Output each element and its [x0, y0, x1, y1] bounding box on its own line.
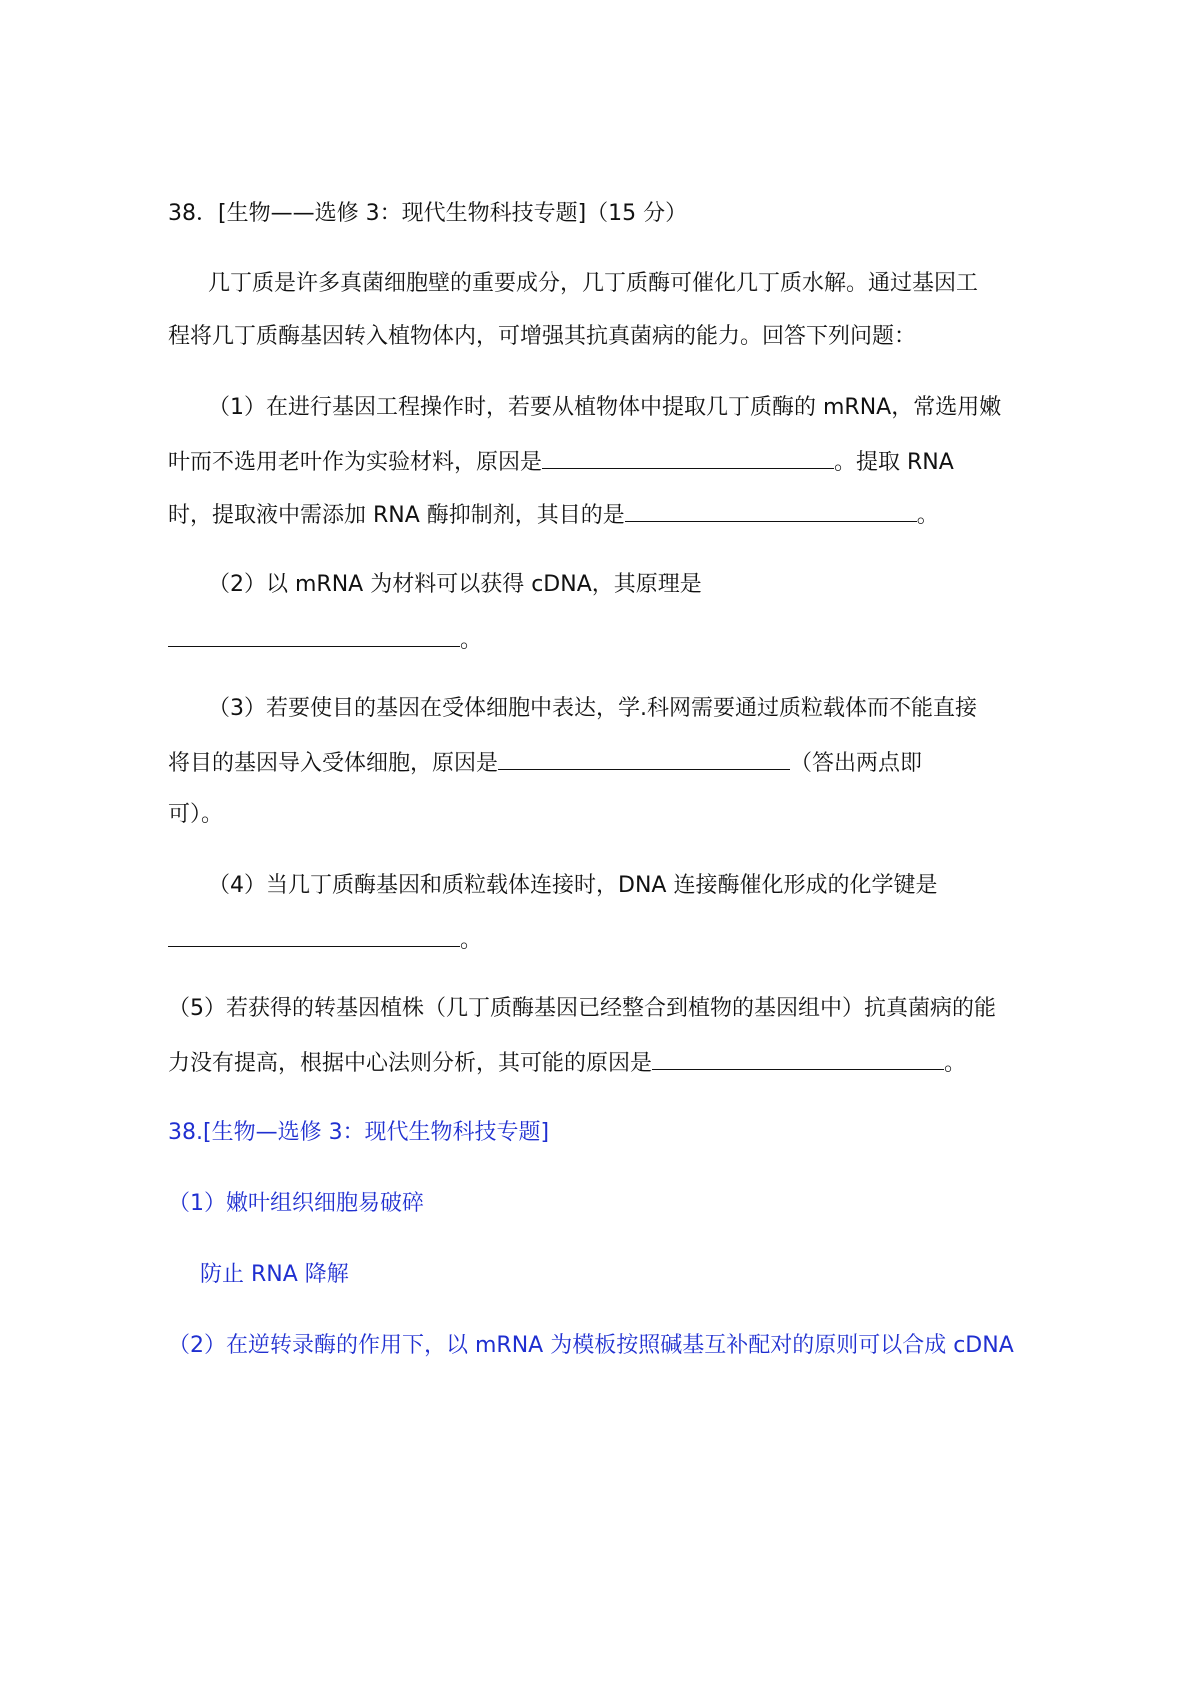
q5-line-2-prefix: 力没有提高，根据中心法则分析，其可能的原因是 — [168, 1051, 653, 1076]
q1-line-2-prefix: 叶而不选用老叶作为实验材料，原因是 — [168, 450, 543, 475]
q1-line-3 — [168, 499, 939, 531]
q4-line-2 — [168, 924, 482, 956]
answer-blank[interactable] — [168, 624, 460, 647]
answer-blank[interactable] — [625, 499, 917, 522]
q1-line-2-suffix: 。提取 RNA — [834, 450, 954, 475]
answer-blank[interactable] — [652, 1047, 944, 1070]
q5-line-1: （5）若获得的转基因植株（几丁质酶基因已经整合到植物的基因组中）抗真菌病的能 — [168, 996, 996, 1021]
period: 。 — [460, 628, 483, 653]
q3-line-2-suffix: （答出两点即 — [790, 751, 923, 776]
period: 。 — [460, 928, 483, 953]
period: 。 — [916, 503, 939, 528]
q2-line-1: （2）以 mRNA 为材料可以获得 cDNA，其原理是 — [208, 572, 702, 597]
q3-line-2 — [168, 747, 922, 779]
answer-blank[interactable] — [498, 747, 790, 770]
intro-line-1: 几丁质是许多真菌细胞壁的重要成分，几丁质酶可催化几丁质水解。通过基因工 — [208, 271, 979, 296]
answer-blank[interactable] — [542, 446, 834, 469]
q1-line-3-prefix: 时，提取液中需添加 RNA 酶抑制剂，其目的是 — [168, 503, 625, 528]
answer-1-line-2: 防止 RNA 降解 — [200, 1262, 349, 1287]
period: 。 — [944, 1051, 967, 1076]
q2-line-2 — [168, 624, 482, 656]
q5-line-2 — [168, 1047, 966, 1079]
answer-blank[interactable] — [168, 924, 460, 947]
q3-line-2-prefix: 将目的基因导入受体细胞，原因是 — [168, 751, 499, 776]
q1-line-1: （1）在进行基因工程操作时，若要从植物体中提取几丁质酶的 mRNA，常选用嫩 — [208, 395, 1002, 420]
answer-header: 38.[生物—选修 3：现代生物科技专题] — [168, 1120, 550, 1145]
answer-1-line-1: （1）嫩叶组织细胞易破碎 — [168, 1191, 424, 1216]
q3-line-3: 可）。 — [168, 802, 224, 827]
answer-2-line-1: （2）在逆转录酶的作用下，以 mRNA 为模板按照碱基互补配对的原则可以合成 cDNA — [168, 1333, 1014, 1358]
q1-line-2 — [168, 446, 954, 478]
q3-line-1: （3）若要使目的基因在受体细胞中表达，学.科网需要通过质粒载体而不能直接 — [208, 696, 977, 721]
question-header: 38．[生物——选修 3：现代生物科技专题]（15 分） — [168, 201, 688, 226]
q4-line-1: （4）当几丁质酶基因和质粒载体连接时，DNA 连接酶催化形成的化学键是 — [208, 873, 938, 898]
intro-line-2: 程将几丁质酶基因转入植物体内，可增强其抗真菌病的能力。回答下列问题： — [168, 324, 917, 349]
